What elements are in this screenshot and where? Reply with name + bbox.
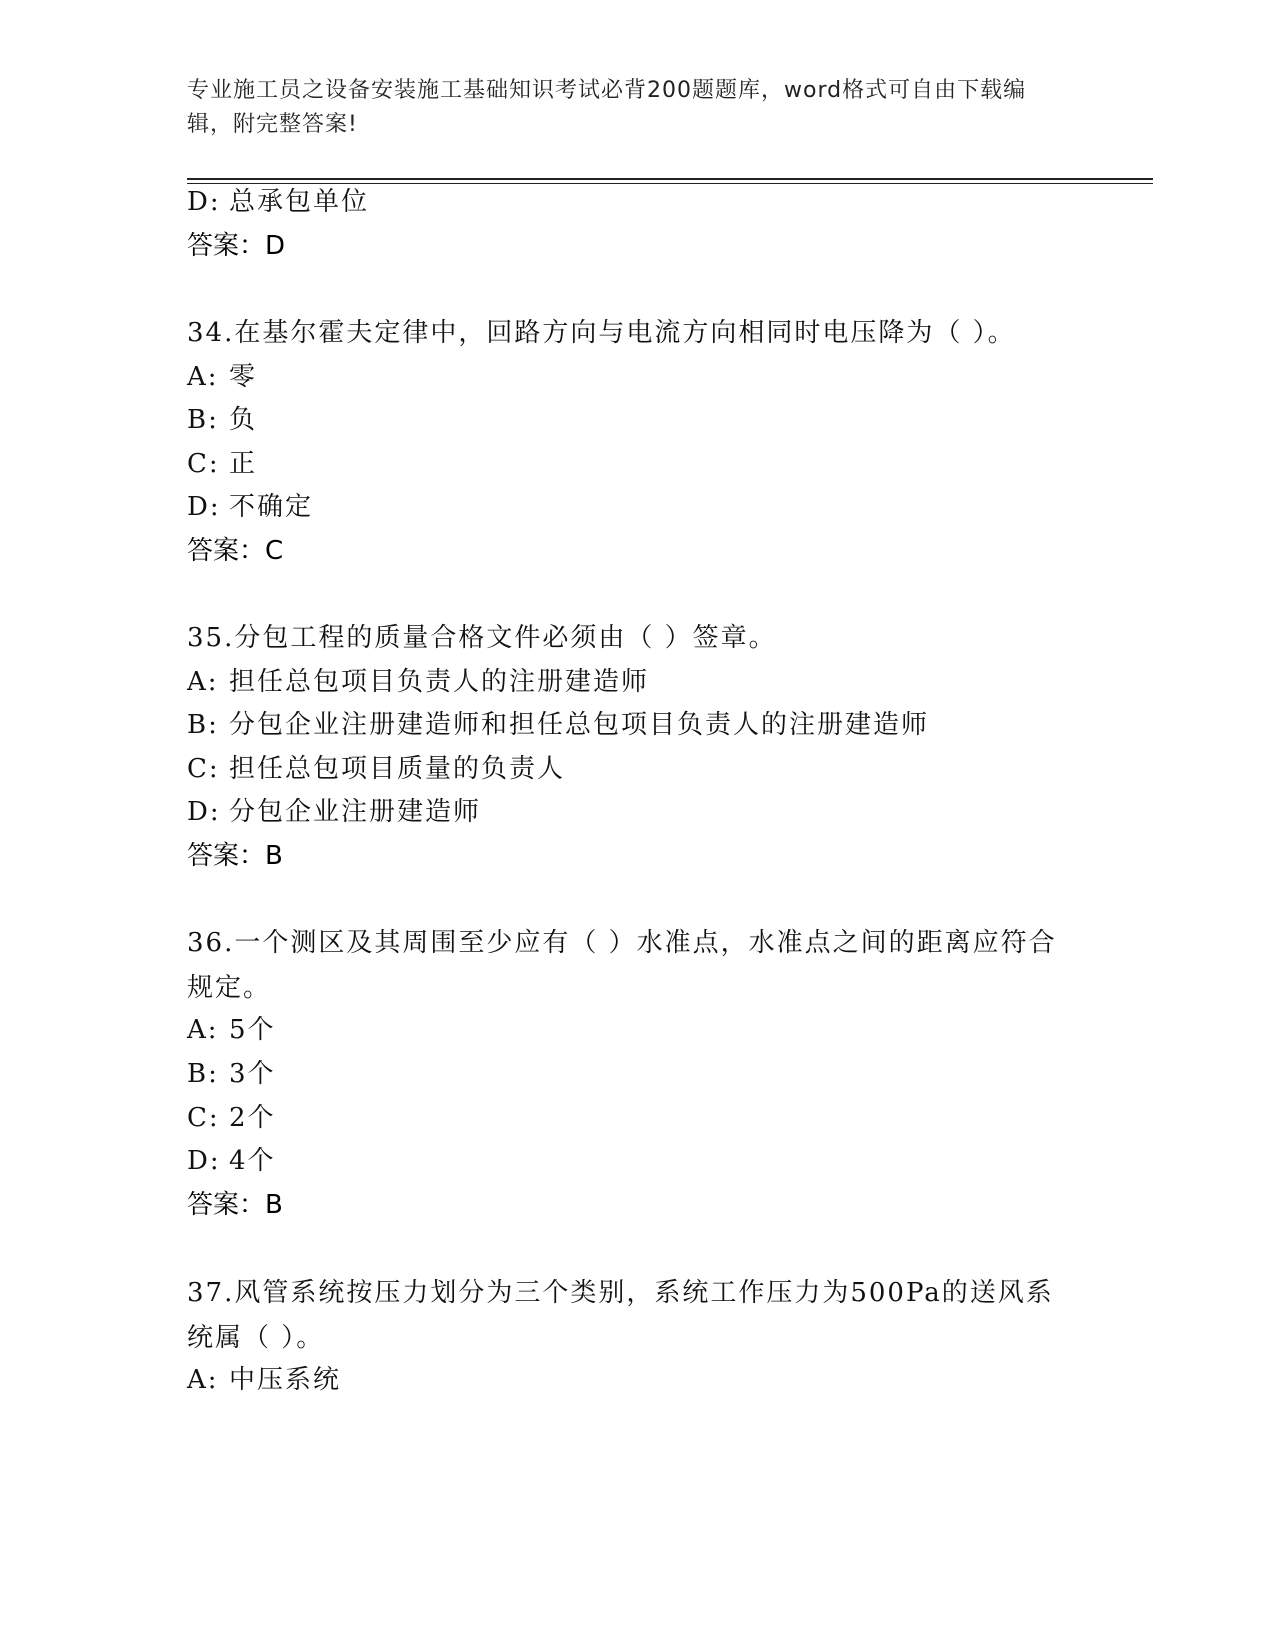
option-text: 正 [229,449,258,479]
q36-option-a [187,1013,1087,1047]
q36-answer: 答案：B [187,1190,283,1220]
q35-option-c [187,752,1087,786]
option-text: 担任总包项目负责人的注册建造师 [229,667,650,697]
option-key: C: [187,449,220,479]
option-key: A: [187,1015,219,1045]
q33-option-d [187,185,1087,219]
option-text: 3个 [229,1059,276,1089]
q34-stem: 34.在基尔霍夫定律中，回路方向与电流方向相同时电压降为（ ）。 [187,318,1016,348]
option-key: D: [187,1146,221,1176]
option-text: 5个 [229,1015,276,1045]
option-key: D: [187,492,221,522]
q36-option-b [187,1057,1087,1091]
q35-option-b [187,708,1087,742]
q35-answer: 答案：B [187,841,283,871]
option-key: A: [187,362,219,392]
option-text: 负 [229,405,258,435]
q36-option-d [187,1144,1087,1178]
document-header: 专业施工员之设备安装施工基础知识考试必背200题题库，word格式可自由下载编辑，附完整答案! [187,78,1027,137]
option-text: 零 [229,362,258,392]
option-text: 中压系统 [229,1365,342,1395]
q34-option-a [187,360,1087,394]
q36-option-c [187,1101,1087,1135]
option-key: C: [187,754,220,784]
header-rule-thick [187,178,1153,180]
option-key: C: [187,1103,220,1133]
q34-answer: 答案：C [187,536,284,566]
option-text: 总承包单位 [229,187,370,217]
option-text: 2个 [229,1103,276,1133]
option-key: B: [187,1059,219,1089]
q36-stem: 36.一个测区及其周围至少应有（ ）水准点，水准点之间的距离应符合规定。 [187,928,1057,1003]
q35-stem: 35.分包工程的质量合格文件必须由（ ）签章。 [187,623,777,653]
q37-option-a [187,1363,1087,1397]
option-key: D: [187,187,221,217]
option-key: B: [187,405,219,435]
option-key: B: [187,710,219,740]
q34-option-b [187,403,1087,437]
q33-answer: 答案：D [187,231,286,261]
option-text: 不确定 [229,492,314,522]
q34-option-c [187,447,1087,481]
option-text: 分包企业注册建造师 [229,797,482,827]
option-key: A: [187,667,219,697]
option-key: D: [187,797,221,827]
option-key: A: [187,1365,219,1395]
q35-option-d [187,795,1087,829]
option-text: 担任总包项目质量的负责人 [229,754,566,784]
q34-option-d [187,490,1087,524]
option-text: 分包企业注册建造师和担任总包项目负责人的注册建造师 [229,710,930,740]
header-rule-thin [187,183,1153,184]
q35-option-a [187,665,1087,699]
q37-stem: 37.风管系统按压力划分为三个类别，系统工作压力为500Pa的送风系统属（ ）。 [187,1278,1054,1353]
option-text: 4个 [229,1146,276,1176]
